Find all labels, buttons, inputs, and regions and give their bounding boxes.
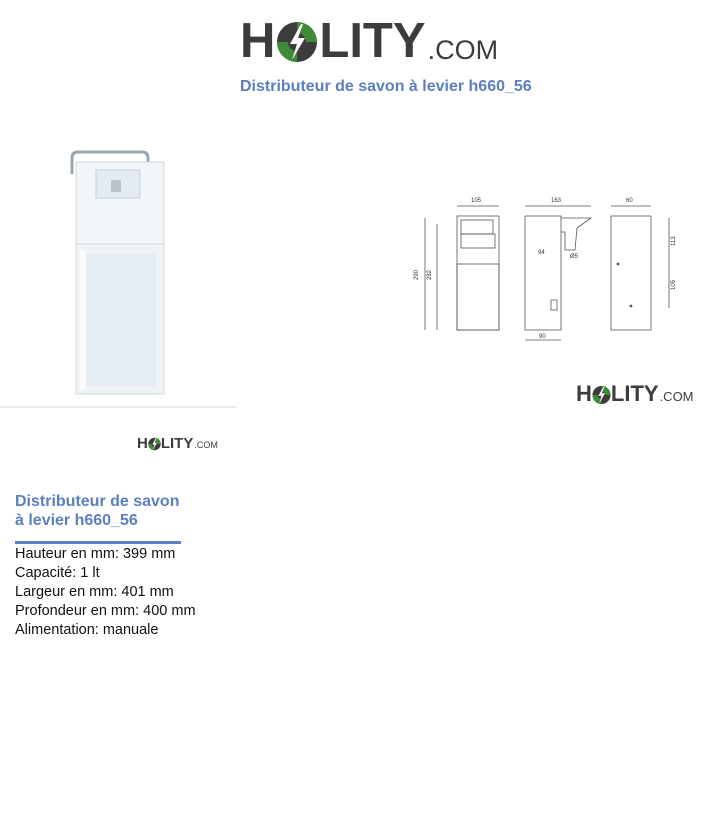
logo-letters-lity: LITY bbox=[160, 435, 194, 452]
spec-power: Alimentation: manuale bbox=[15, 622, 159, 638]
product-title bbox=[15, 492, 215, 530]
dim-rear-width: 60 bbox=[626, 198, 633, 204]
dim-body-height: 282 bbox=[427, 269, 433, 280]
brand-logo-small bbox=[576, 383, 694, 405]
dim-total-height: 290 bbox=[414, 269, 420, 280]
dim-side-depth: 163 bbox=[551, 198, 562, 204]
product-photo[interactable] bbox=[0, 140, 236, 412]
dim-lower-height: 105 bbox=[671, 279, 677, 290]
dim-lever-offset: 94 bbox=[538, 250, 545, 256]
logo-letter-h: H bbox=[137, 435, 148, 452]
spec-depth: Profondeur en mm: 400 mm bbox=[15, 603, 196, 619]
dim-nozzle: Ø5 bbox=[570, 254, 579, 260]
product-title-line1: Distributeur de savon bbox=[15, 493, 180, 510]
logo-domain: .COM bbox=[427, 35, 499, 65]
logo-letters-lity: LITY bbox=[610, 381, 659, 406]
logo-letter-h: H bbox=[240, 14, 276, 68]
logo-domain: .COM bbox=[659, 389, 694, 404]
brand-logo[interactable] bbox=[240, 12, 498, 66]
page-title: Distributeur de savon à levier h660_56 bbox=[240, 78, 532, 95]
logo-o-icon bbox=[592, 385, 611, 405]
logo-o-icon bbox=[148, 437, 161, 451]
spec-capacity: Capacité: 1 lt bbox=[15, 565, 100, 581]
technical-drawing[interactable] bbox=[365, 188, 685, 348]
divider bbox=[15, 541, 181, 544]
logo-letters-lity: LITY bbox=[319, 14, 426, 68]
spec-list bbox=[15, 545, 196, 640]
logo-o-icon bbox=[276, 20, 318, 64]
dim-side-base: 90 bbox=[539, 334, 546, 340]
dim-upper-height: 113 bbox=[671, 236, 677, 246]
product-title-line2: à levier h660_56 bbox=[15, 512, 138, 529]
logo-letter-h: H bbox=[576, 381, 592, 406]
dim-front-width: 105 bbox=[471, 198, 482, 204]
spec-width: Largeur en mm: 401 mm bbox=[15, 584, 174, 600]
spec-height: Hauteur en mm: 399 mm bbox=[15, 546, 176, 562]
brand-logo-small bbox=[137, 436, 218, 451]
logo-domain: .COM bbox=[194, 440, 218, 450]
